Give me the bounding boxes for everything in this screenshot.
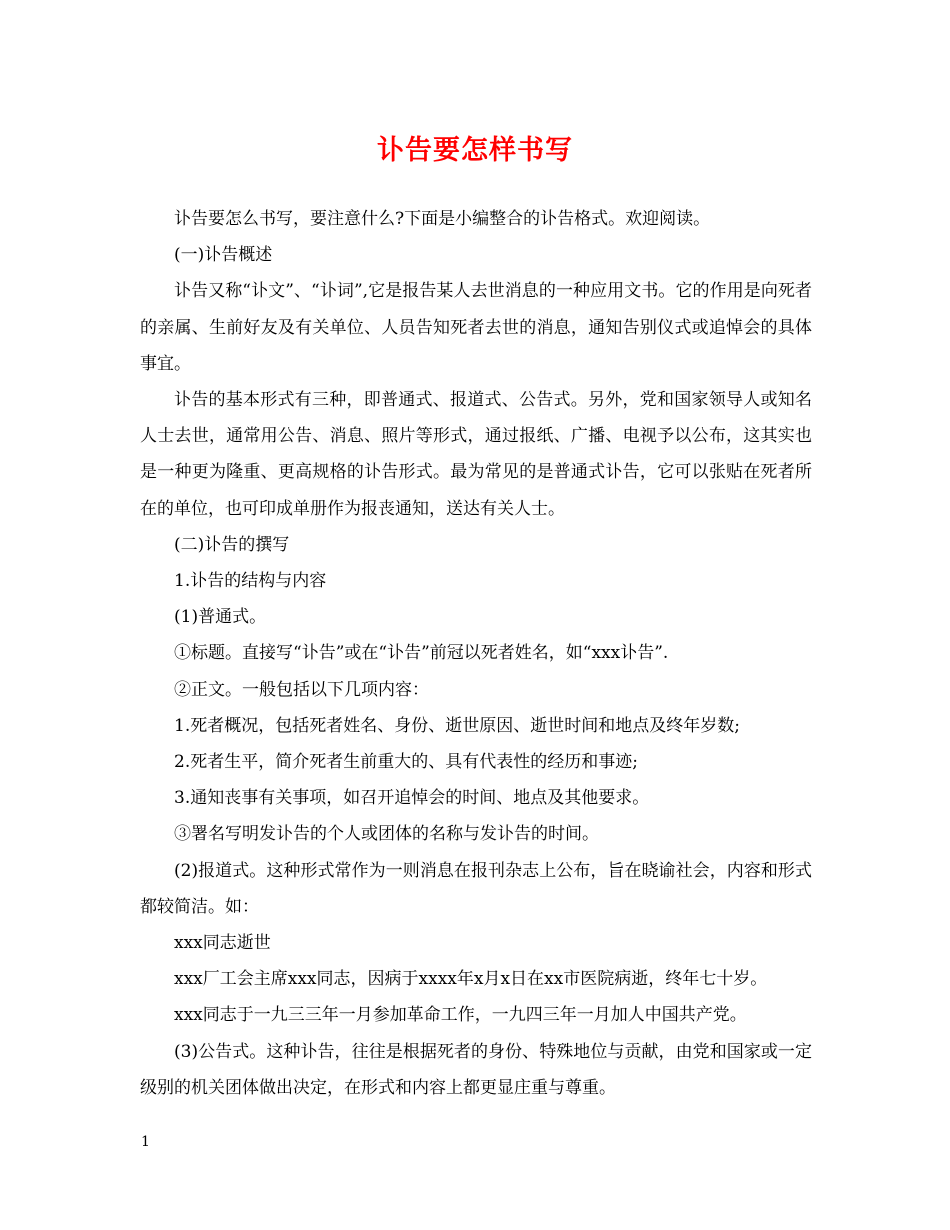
page-number: 1 [141,1134,150,1150]
list-item: 1.死者概况，包括死者姓名、身份、逝世原因、逝世时间和地点及终年岁数; [174,715,740,736]
document-body [140,201,812,1106]
example-heading: xxx同志逝世 [174,933,271,954]
paragraph-forms: 讣告的基本形式有三种，即普通式、报道式、公告式。另外，党和国家领导人或知名人士去世，通常用公告、消息、照片等形式，通过报纸、广播、电视予以公布，这其实也是一种更为隆重、更高规格的讣告形式。最为常见的是普通式讣告，它可以张贴在死者所在的单位，也可印成单册作为报丧通知，送达有关人士。 [140,390,812,519]
list-item: 3.通知丧事有关事项，如召开追悼会的时间、地点及其他要求。 [174,788,650,809]
subheading-ordinary: (1)普通式。 [174,607,267,628]
paragraph-intro: 讣告要怎么书写，要注意什么?下面是小编整合的讣告格式。欢迎阅读。 [174,209,711,229]
item-body: ②正文。一般包括以下几项内容： [174,679,429,700]
subheading-structure: 1.讣告的结构与内容 [174,571,327,592]
example-paragraph: xxx厂工会主席xxx同志，因病于xxxx年x月x日在xx市医院病逝，终年七十岁。 [174,969,768,990]
example-paragraph: xxx同志于一九三三年一月参加革命工作，一九四三年一月加人中国共产党。 [174,1005,747,1026]
paragraph-report-style: (2)报道式。这种形式常作为一则消息在报刊杂志上公布，旨在晓谕社会，内容和形式都较简洁。如： [140,860,812,917]
section-heading-writing: (二)讣告的撰写 [174,534,290,555]
paragraph-definition: 讣告又称“讣文”、“讣词”,它是报告某人去世消息的一种应用文书。它的作用是向死者的亲属、生前好友及有关单位、人员告知死者去世的消息，通知告别仪式或追悼会的具体事宜。 [140,281,812,374]
paragraph-announcement-style: (3)公告式。这种讣告，往往是根据死者的身份、特殊地位与贡献，由党和国家或一定级别的机关团体做出决定，在形式和内容上都更显庄重与尊重。 [140,1041,812,1098]
section-heading-overview: (一)讣告概述 [174,245,273,266]
item-signature: ③署名写明发讣告的个人或团体的名称与发讣告的时间。 [174,824,599,845]
list-item: 2.死者生平，简介死者生前重大的、具有代表性的经历和事迹; [174,752,638,773]
item-title: ①标题。直接写“讣告”或在“讣告”前冠以死者姓名，如“xxx讣告”. [174,643,669,664]
document-title: 讣告要怎样书写 [377,135,573,166]
